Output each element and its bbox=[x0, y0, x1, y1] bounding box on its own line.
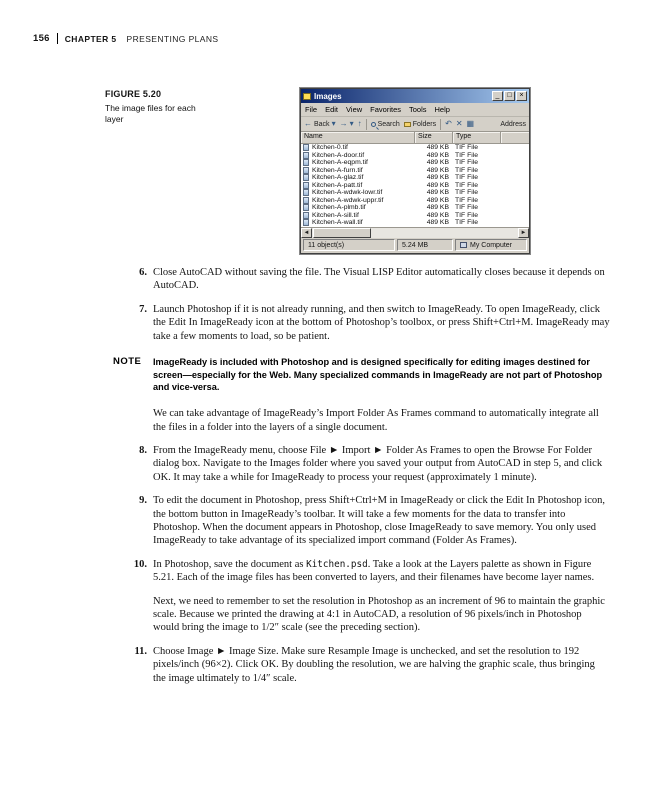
file-row[interactable] bbox=[301, 152, 529, 160]
image-file-icon bbox=[303, 152, 309, 159]
file-list bbox=[301, 144, 529, 227]
file-type: TIF File bbox=[455, 174, 479, 182]
file-type: TIF File bbox=[455, 211, 479, 219]
page-number: 156 bbox=[33, 33, 50, 44]
file-name: Kitchen-A-wall.tif bbox=[312, 219, 363, 227]
running-head bbox=[33, 33, 218, 44]
file-row[interactable] bbox=[301, 219, 529, 227]
step-number: 6. bbox=[139, 267, 147, 278]
history-icon: ↶ bbox=[445, 119, 452, 128]
paragraph: We can take advantage of ImageReady’s Import Folder As Frames command to automatically integrate all the files in a folder into the layers of a single document. bbox=[153, 408, 599, 433]
history-button[interactable] bbox=[445, 120, 452, 128]
note-label: NOTE bbox=[113, 356, 142, 368]
filename-code: Kitchen.psd bbox=[306, 558, 368, 570]
file-name: Kitchen-A-wdwk-lowr.tif bbox=[312, 189, 383, 197]
step-text: Choose Image ► Image Size. Make sure Resample Image is unchecked, and set the resolution to 192 pixels/inch (96×2). Click OK. By doubling the resolution, we are halving the graphic scale, thus bringing the image ultimately to 1/4″ scale. bbox=[153, 645, 595, 684]
toolbar-separator bbox=[366, 119, 367, 130]
status-location-label: My Computer bbox=[470, 241, 513, 249]
file-type: TIF File bbox=[455, 181, 479, 189]
menu-file[interactable]: File bbox=[305, 105, 318, 114]
header-divider bbox=[57, 33, 58, 44]
step-6 bbox=[128, 266, 610, 293]
file-row[interactable] bbox=[301, 144, 529, 152]
file-type: TIF File bbox=[455, 189, 479, 197]
file-type: TIF File bbox=[455, 219, 479, 227]
status-total-size: 5.24 MB bbox=[397, 239, 453, 251]
file-row[interactable] bbox=[301, 197, 529, 205]
step-8 bbox=[128, 444, 610, 484]
file-name: Kitchen-A-door.tif bbox=[312, 151, 365, 159]
menu-help[interactable]: Help bbox=[434, 105, 450, 114]
my-computer-icon bbox=[460, 242, 467, 248]
status-bar bbox=[301, 238, 529, 253]
file-row[interactable] bbox=[301, 182, 529, 190]
chapter-title: PRESENTING PLANS bbox=[126, 33, 219, 44]
image-file-icon bbox=[303, 167, 309, 174]
step-text: Close AutoCAD without saving the file. The Visual LISP Editor automatically closes because it depends on AutoCAD. bbox=[153, 267, 605, 292]
image-file-icon bbox=[303, 159, 309, 166]
file-size: 489 KB bbox=[426, 181, 449, 189]
chevron-down-icon: ▾ bbox=[349, 119, 354, 128]
views-button[interactable] bbox=[467, 120, 475, 128]
up-button[interactable] bbox=[358, 120, 362, 128]
column-header-filler bbox=[501, 132, 529, 144]
image-file-icon bbox=[303, 219, 309, 226]
note-block bbox=[113, 356, 608, 394]
step-number: 10. bbox=[133, 558, 147, 570]
step-text bbox=[153, 558, 610, 585]
file-name: Kitchen-A-patt.tif bbox=[312, 181, 363, 189]
chevron-down-icon: ▾ bbox=[331, 119, 336, 128]
menu-tools[interactable]: Tools bbox=[409, 105, 427, 114]
step-number: 9. bbox=[139, 495, 147, 507]
file-row[interactable] bbox=[301, 204, 529, 212]
column-header-name[interactable]: Name bbox=[301, 132, 415, 144]
file-name: Kitchen-A-plmb.tif bbox=[312, 204, 366, 212]
back-icon: ← bbox=[304, 119, 312, 128]
file-type: TIF File bbox=[455, 166, 479, 174]
scroll-right-icon[interactable]: ► bbox=[518, 228, 529, 238]
folders-icon bbox=[404, 122, 411, 127]
file-type: TIF File bbox=[455, 151, 479, 159]
horizontal-scrollbar[interactable] bbox=[301, 227, 529, 238]
file-type: TIF File bbox=[455, 144, 479, 152]
delete-button[interactable] bbox=[456, 120, 463, 128]
up-icon: ↑ bbox=[357, 119, 362, 128]
step-7 bbox=[128, 303, 610, 343]
file-size: 489 KB bbox=[426, 204, 449, 212]
file-name: Kitchen-A-wdwk-uppr.tif bbox=[312, 196, 384, 204]
step-text: From the ImageReady menu, choose File ► Import ► Folder As Frames to open the Browse For Folder dialog box. Navigate to the Images folder where you saved your output from AutoCAD in step 5, and click OK. It may take a while for ImageReady to process your request (approximately 1 minute). bbox=[153, 444, 603, 483]
image-file-icon bbox=[303, 182, 309, 189]
step-11 bbox=[128, 645, 610, 685]
forward-button[interactable] bbox=[340, 120, 354, 128]
step-9 bbox=[128, 494, 610, 548]
chapter-label: CHAPTER 5 bbox=[64, 33, 117, 44]
menu-view[interactable]: View bbox=[346, 105, 363, 114]
status-location bbox=[455, 239, 527, 251]
column-header-type[interactable]: Type bbox=[453, 132, 501, 144]
image-file-icon bbox=[303, 174, 309, 181]
body-content bbox=[0, 266, 665, 695]
views-icon: ▦ bbox=[466, 119, 475, 128]
file-row[interactable] bbox=[301, 189, 529, 197]
image-file-icon bbox=[303, 204, 309, 211]
window-title: Images bbox=[314, 91, 342, 101]
file-size: 489 KB bbox=[426, 174, 449, 182]
explorer-window bbox=[300, 88, 530, 254]
file-name: Kitchen-A-furn.tif bbox=[312, 166, 363, 174]
file-size: 489 KB bbox=[426, 211, 449, 219]
folders-button[interactable] bbox=[404, 121, 436, 128]
menu-bar bbox=[301, 103, 529, 117]
toolbar bbox=[301, 117, 529, 132]
window-titlebar[interactable] bbox=[301, 89, 529, 103]
file-size: 489 KB bbox=[426, 196, 449, 204]
file-name: Kitchen-A-glaz.tif bbox=[312, 174, 364, 182]
maximize-button[interactable]: □ bbox=[504, 91, 515, 101]
image-file-icon bbox=[303, 189, 309, 196]
forward-icon: → bbox=[339, 119, 348, 128]
image-file-icon bbox=[303, 144, 309, 151]
figure-caption-text: The image files for each layer bbox=[105, 103, 196, 124]
back-button[interactable] bbox=[304, 120, 336, 128]
menu-edit[interactable]: Edit bbox=[325, 105, 339, 114]
figure-label: FIGURE 5.20 bbox=[105, 89, 162, 99]
file-size: 489 KB bbox=[426, 166, 449, 174]
file-row[interactable] bbox=[301, 212, 529, 220]
minimize-button[interactable]: _ bbox=[492, 91, 503, 101]
note-text: ImageReady is included with Photoshop and is designed specifically for editing images destined for screen—especially for the Web. Many specialized commands in ImageReady are not part of Photoshop and vice-versa. bbox=[153, 357, 603, 393]
paragraph: Next, we need to remember to set the resolution in Photoshop as an increment of 96 to maintain the graphic scale. Because we printed the drawing at 4:1 in AutoCAD, a resolution of 96 pixels/inch in Photoshop would bring the image to 1/2″ scale (see the preceding section). bbox=[153, 595, 605, 634]
file-size: 489 KB bbox=[426, 159, 449, 167]
folders-label: Folders bbox=[412, 120, 437, 128]
scroll-left-icon[interactable]: ◄ bbox=[301, 228, 312, 238]
file-type: TIF File bbox=[455, 196, 479, 204]
search-label: Search bbox=[377, 120, 400, 128]
file-type: TIF File bbox=[455, 159, 479, 167]
step-text: Launch Photoshop if it is not already running, and then switch to ImageReady. To open ImageReady, click the Edit In ImageReady icon at the bottom of Photoshop’s toolbox, or press Shift+Ctrl+M. ImageReady may take a few moments to load, so be patient. bbox=[153, 303, 610, 342]
step-text-pre: In Photoshop, save the document as bbox=[153, 558, 307, 570]
step-number: 8. bbox=[139, 444, 147, 456]
toolbar-separator bbox=[440, 119, 441, 130]
status-object-count: 11 object(s) bbox=[303, 239, 395, 251]
file-name: Kitchen-0.tif bbox=[312, 144, 348, 152]
delete-icon: ✕ bbox=[455, 119, 463, 128]
file-row[interactable] bbox=[301, 167, 529, 175]
close-button[interactable]: × bbox=[516, 91, 527, 101]
file-size: 489 KB bbox=[426, 189, 449, 197]
column-header-size[interactable]: Size bbox=[415, 132, 453, 144]
file-size: 489 KB bbox=[426, 219, 449, 227]
file-row[interactable] bbox=[301, 159, 529, 167]
scrollbar-thumb[interactable] bbox=[313, 228, 371, 238]
file-name: Kitchen-A-sill.tif bbox=[312, 211, 359, 219]
figure-caption bbox=[105, 89, 215, 124]
file-row[interactable] bbox=[301, 174, 529, 182]
step-text: To edit the document in Photoshop, press Shift+Ctrl+M in ImageReady or click the Edit In Photoshop icon, the bottom button in ImageReady’s toolbar. It will take a few moments for the data to transfer into Photoshop. When the document appears in Photoshop, close ImageReady to save memory. You only used ImageReady to take advantage of its specialized import command (Folder As Frames). bbox=[153, 495, 606, 547]
step-10 bbox=[128, 558, 610, 585]
search-button[interactable] bbox=[371, 121, 400, 128]
file-type: TIF File bbox=[455, 204, 479, 212]
search-icon bbox=[371, 122, 376, 127]
menu-favorites[interactable]: Favorites bbox=[370, 105, 401, 114]
file-size: 489 KB bbox=[426, 151, 449, 159]
step-text-post: . Take a look at the Layers palette as shown in Figure 5.21. Each of the image files has been converted to layers, and their filenames have become layer names. bbox=[153, 558, 595, 584]
column-headers bbox=[301, 132, 529, 144]
file-size: 489 KB bbox=[426, 144, 449, 152]
step-number: 11. bbox=[134, 645, 147, 657]
back-label: Back bbox=[314, 120, 330, 128]
folder-icon bbox=[303, 93, 311, 100]
image-file-icon bbox=[303, 212, 309, 219]
address-label: Address bbox=[500, 120, 526, 128]
image-file-icon bbox=[303, 197, 309, 204]
file-name: Kitchen-A-eqpm.tif bbox=[312, 159, 368, 167]
step-number: 7. bbox=[139, 303, 147, 315]
